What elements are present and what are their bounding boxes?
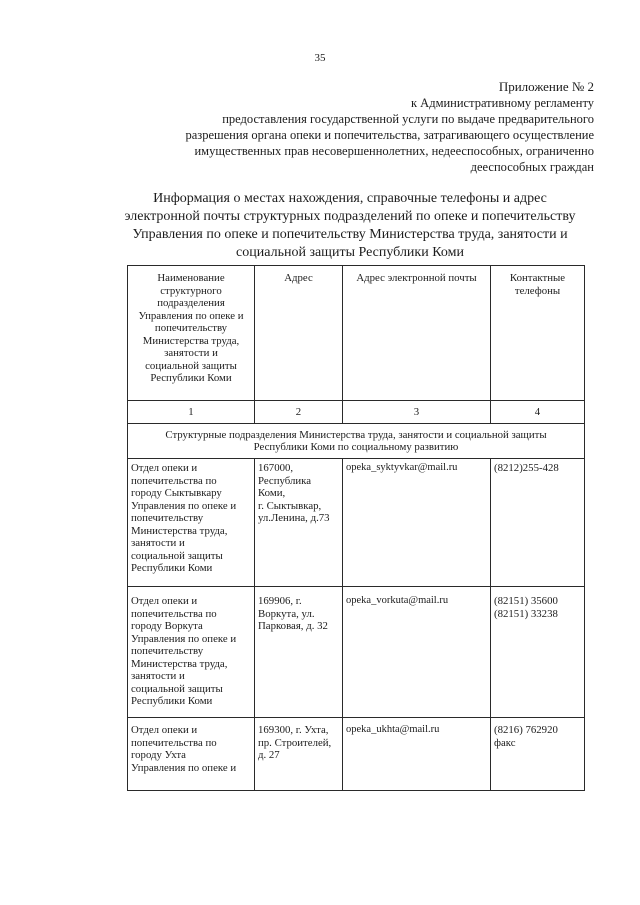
cell-email	[343, 587, 491, 718]
section-row	[128, 424, 585, 459]
name-line: Управления по опеке и	[131, 499, 237, 512]
name-line: Управления по опеке и	[131, 632, 237, 645]
cell-email	[343, 459, 491, 587]
appendix-line: дееспособных граждан	[470, 160, 594, 174]
header-line: Республики Коми	[150, 372, 232, 384]
email-link[interactable]: opeka_ukhta@mail.ru	[346, 724, 440, 735]
address-line: г. Сыктывкар,	[258, 499, 322, 512]
heading-line: Управления по опеке и попечительству Министерства труда, занятости и	[132, 227, 568, 242]
address-line: пр. Строителей,	[258, 736, 332, 749]
address-line: 167000,	[258, 462, 294, 474]
phone-line: факс	[494, 736, 516, 749]
cell-name	[128, 587, 255, 718]
header-cell-name	[128, 266, 255, 401]
name-line: Отдел опеки и	[131, 595, 198, 607]
heading-line: электронной почты структурных подразделений по опеке и попечительству	[124, 209, 576, 224]
header-line: телефоны	[514, 284, 561, 297]
column-number: 4	[491, 401, 585, 424]
column-number: 3	[343, 401, 491, 424]
header-line: Адрес	[284, 272, 313, 284]
address-line: Парковая, д. 32	[258, 620, 328, 632]
appendix-line: предоставления государственной услуги по выдаче предварительного	[222, 112, 594, 126]
appendix-line: имущественных прав несовершеннолетних, недееспособных, ограниченно	[194, 144, 594, 158]
document-heading	[100, 190, 600, 262]
name-line: Министерства труда,	[131, 657, 228, 670]
address-line: Воркута, ул.	[258, 607, 315, 620]
header-line: социальной защиты	[145, 359, 237, 372]
header-line: подразделения	[157, 297, 225, 309]
appendix-block	[134, 79, 594, 175]
name-line: Министерства труда,	[131, 524, 228, 537]
name-line: попечительства по	[131, 736, 217, 749]
cell-phones	[491, 587, 585, 718]
name-line: Отдел опеки и	[131, 462, 198, 474]
name-line: Управления по опеке и	[131, 761, 237, 774]
header-cell-phones	[491, 266, 585, 401]
header-line: Адрес электронной почты	[356, 272, 477, 284]
cell-email	[343, 718, 491, 791]
name-line: попечительству	[131, 645, 204, 657]
name-line: Республики Коми	[131, 562, 213, 574]
section-title-line: Структурные подразделения Министерства труда, занятости и социальной защиты	[165, 428, 547, 441]
cell-phones	[491, 459, 585, 587]
appendix-title: Приложение № 2	[498, 79, 594, 94]
header-line: структурного	[160, 284, 222, 297]
header-line: Наименование	[157, 272, 225, 284]
header-cell-address	[255, 266, 343, 401]
phone-line: (82151) 33238	[494, 607, 558, 620]
name-line: занятости и	[131, 670, 185, 682]
cell-address	[255, 718, 343, 791]
name-line: попечительства по	[131, 607, 217, 620]
column-number: 2	[255, 401, 343, 424]
address-line: Коми,	[258, 487, 286, 499]
name-line: Республики Коми	[131, 695, 213, 707]
header-line: Министерства труда,	[142, 334, 240, 347]
phone-line: (8216) 762920	[494, 724, 558, 736]
phone-line: (82151) 35600	[494, 595, 558, 607]
appendix-line: к Административному регламенту	[410, 96, 594, 110]
name-line: попечительству	[131, 512, 204, 524]
section-title-line: Республики Коми по социальному развитию	[253, 441, 459, 453]
email-link[interactable]: opeka_syktyvkar@mail.ru	[346, 462, 458, 473]
contacts-table	[127, 265, 585, 791]
column-number-row	[128, 401, 585, 424]
column-number: 1	[128, 401, 255, 424]
name-line: городу Сыктывкару	[131, 487, 222, 499]
heading-line: социальной защиты Республики Коми	[236, 245, 464, 260]
header-cell-email	[343, 266, 491, 401]
section-title	[128, 424, 585, 459]
name-line: городу Воркута	[131, 620, 203, 632]
address-line: 169906, г.	[258, 595, 302, 607]
cell-address	[255, 459, 343, 587]
address-line: 169300, г. Ухта,	[258, 724, 329, 736]
cell-name	[128, 459, 255, 587]
page-number: 35	[314, 52, 326, 64]
cell-address	[255, 587, 343, 718]
table-row	[128, 718, 585, 791]
table-row	[128, 587, 585, 718]
header-line: попечительству	[154, 322, 228, 334]
table-header-row	[128, 266, 585, 401]
email-link[interactable]: opeka_vorkuta@mail.ru	[346, 595, 449, 606]
address-line: ул.Ленина, д.73	[258, 512, 330, 524]
header-line: Управления по опеке и	[138, 309, 244, 322]
heading-line: Информация о местах нахождения, справочные телефоны и адрес	[153, 191, 547, 206]
address-line: д. 27	[258, 749, 280, 761]
name-line: попечительства по	[131, 474, 217, 487]
appendix-line: разрешения органа опеки и попечительства, затрагивающего осуществление	[185, 128, 594, 142]
cell-phones	[491, 718, 585, 791]
header-line: Контактные	[509, 272, 566, 284]
cell-name	[128, 718, 255, 791]
name-line: социальной защиты	[131, 549, 223, 562]
table-row	[128, 459, 585, 587]
name-line: занятости и	[131, 537, 185, 549]
header-line: занятости и	[164, 347, 218, 359]
phone-line: (8212)255-428	[494, 462, 559, 474]
name-line: Отдел опеки и	[131, 724, 198, 736]
address-line: Республика	[258, 474, 312, 487]
name-line: социальной защиты	[131, 682, 223, 695]
name-line: городу Ухта	[131, 749, 186, 761]
